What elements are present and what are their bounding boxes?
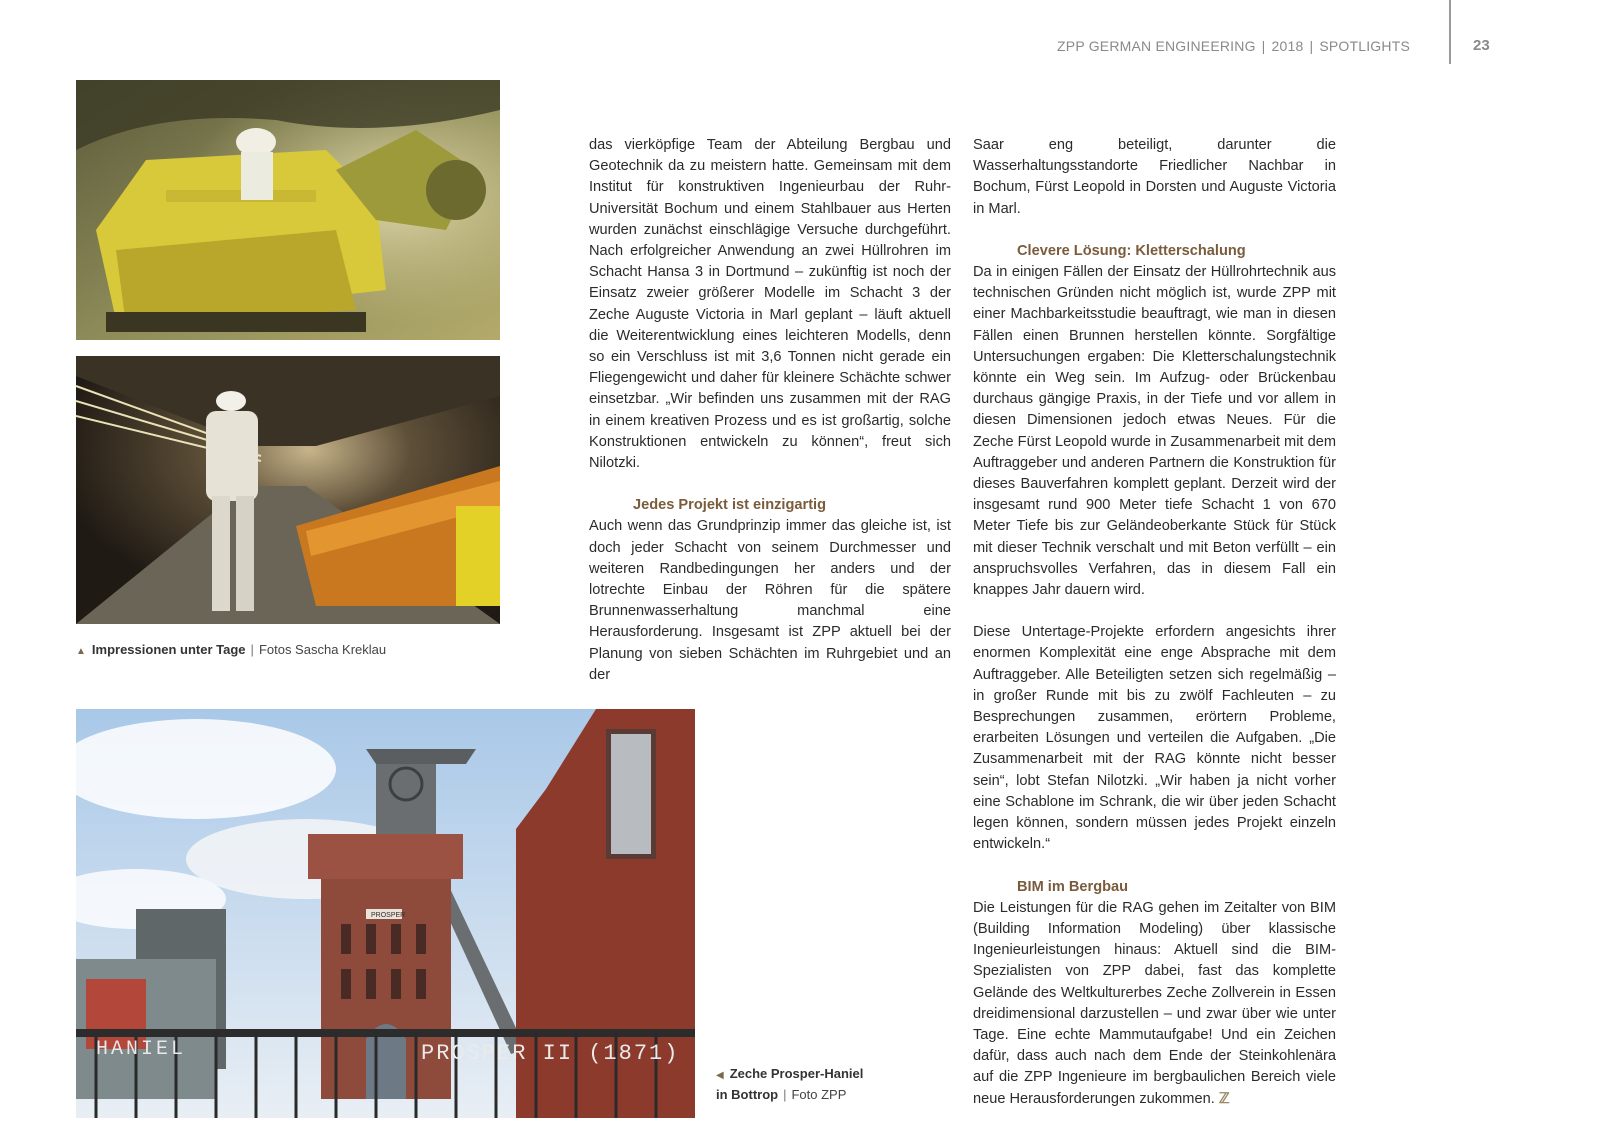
- subheading-kletterschalung: Clevere Lösung: Kletterschalung: [1017, 242, 1246, 259]
- caption-prosper-haniel: ◀ Zeche Prosper-Haniel in Bottrop | Foto ZPP: [716, 1066, 864, 1102]
- photo-text-prosper-sign: PROSPER: [371, 912, 406, 919]
- paragraph: Auch wenn das Grundprinzip immer das gleiche ist, ist doch jeder Schacht von seinem Durchmesser und weiteren Randbedingungen her anders und der lotrechte Einbau der Röhren für die spätere Brunnenwasserhaltung manchmal eine Herausforderung. Insgesamt ist ZPP aktuell bei der Planung von sieben Schächten im Ruhrgebiet und an der: [589, 518, 951, 683]
- caption-title-line2: in Bottrop: [716, 1087, 779, 1102]
- header-publication: ZPP GERMAN ENGINEERING: [1057, 38, 1256, 54]
- caption-triangle-left-icon: ◀: [716, 1070, 724, 1081]
- photo-text-gate: PROSPER II (1871): [421, 1041, 680, 1066]
- caption-credit: Foto ZPP: [791, 1087, 847, 1102]
- page-number: 23: [1473, 37, 1490, 54]
- photo-underground-tunnel: [76, 356, 500, 624]
- photo-prosper-haniel: [76, 709, 695, 1118]
- caption-title: Impressionen unter Tage: [91, 642, 246, 657]
- paragraph: das vierköpfige Team der Abteilung Bergbau und Geotechnik da zu meistern hatte. Gemeinsam mit dem Institut für konstruktiven Ingenieurbau der Ruhr-Universität Bochum und einem Stahlbauer aus Herten wurden zunächst einschlägige Versuche durchgeführt. Nach erfolgreicher Anwendung an zwei Hüllrohren im Schacht Hansa 3 in Dortmund – zukünftig ist noch der Einsatz zweier größerer Modelle im Schacht 3 der Zeche Auguste Victoria in Marl geplant – läuft aktuell die Weiterentwicklung eines leichteren Modells, denn so ein Verschluss ist mit 3,6 Tonnen nicht gerade ein Fliegengewicht und daher für kleinere Schächte schwer einsetzbar. „Wir befinden uns zusammen mit der RAG in einem kreativen Prozess und es ist großartig, solche Konstruktionen entwickeln zu können“, freut sich Nilotzki.: [589, 137, 951, 472]
- paragraph: Saar eng beteiligt, darunter die Wasserhaltungsstandorte Friedlicher Nachbar in Bochum, Fürst Leopold in Dorsten und Auguste Victoria in Marl.: [973, 137, 1336, 217]
- photo-mining-machine: [76, 80, 500, 340]
- end-mark-icon: ℤ: [1218, 1090, 1230, 1107]
- caption-credit: Fotos Sascha Kreklau: [258, 642, 387, 657]
- text-column-1: [589, 135, 951, 686]
- paragraph: Diese Untertage-Projekte erfordern angesichts ihrer enormen Komplexität eine enge Absprache mit dem Auftraggeber. Alle Beteiligten setzen sich regelmäßig – in großer Runde mit bis zu zwölf Fachleuten – zu Besprechungen zusammen, erörtern Probleme, erarbeiten Lösungen und verteilen die Aufgaben. „Die Zusammenarbeit mit der RAG könnte nicht besser sein“, lobt Stefan Nilotzki. „Wir haben ja nicht vorher eine Schablone im Schrank, die wir über jeden Schacht legen können, sondern müssen jedes Projekt einzeln entwickeln.“: [973, 624, 1336, 853]
- caption-underground-photos: ▲ Impressionen unter Tage | Fotos Sascha Kreklau: [76, 642, 387, 657]
- paragraph-final: [973, 898, 1336, 1110]
- running-header: ZPP GERMAN ENGINEERING | 2018 | SPOTLIGHTS: [1057, 38, 1410, 54]
- header-year: 2018: [1271, 38, 1304, 54]
- paragraph-text: Die Leistungen für die RAG gehen im Zeitalter von BIM (Building Information Modeling) über klassische Ingenieurleistungen hinaus: Aktuell sind die BIM-Spezialisten von ZPP dabei, fast das komplette Gelände des Weltkulturerbes Zeche Zollverein in Essen dreidimensional darzustellen – und zwar über wie unter Tage. Eine echte Mammutaufgabe! Und ein Zeichen dafür, dass auch nach dem Ende der Steinkohlenära auf die ZPP Ingenieure im bergbaulichen Bereich viele neue Herausforderungen zukommen.: [973, 899, 1336, 1107]
- subheading-bim: BIM im Bergbau: [1017, 878, 1129, 895]
- header-section: SPOTLIGHTS: [1319, 38, 1410, 54]
- text-column-2: [973, 135, 1336, 1110]
- photo-text-haniel: HANIEL: [96, 1038, 187, 1061]
- subheading-jedes-projekt: Jedes Projekt ist einzigartig: [633, 497, 827, 514]
- caption-title-line1: Zeche Prosper-Haniel: [729, 1066, 864, 1081]
- header-divider: [1449, 0, 1451, 64]
- caption-triangle-up-icon: ▲: [76, 646, 86, 657]
- paragraph: Da in einigen Fällen der Einsatz der Hüllrohrtechnik aus technischen Gründen nicht möglich ist, wurde ZPP mit einer Machbarkeitsstudie beauftragt, wie man in diesen Fällen einen Brunnen herstellen könnte. Sorgfältige Untersuchungen ergaben: Die Kletterschalungstechnik könnte ein Weg sein. Im Aufzug- oder Brückenbau durchaus gängige Praxis, in der Tiefe und vor allem in diesen Dimensionen jedoch etwas Neues. Für die Zeche Fürst Leopold wurde in Zusammenarbeit mit dem Auftraggeber und anderen Partnern die Konstruktion für dieses Bauverfahren komplett geplant. Derzeit wird der insgesamt rund 900 Meter tiefe Schacht 1 von 670 Meter Tiefe bis zur Geländeoberkante Stück für Stück mit dieser Technik verschalt und mit Beton verfüllt – ein anspruchsvolles Verfahren, das in diesem Fall ein knappes Jahr dauern wird.: [973, 264, 1336, 599]
